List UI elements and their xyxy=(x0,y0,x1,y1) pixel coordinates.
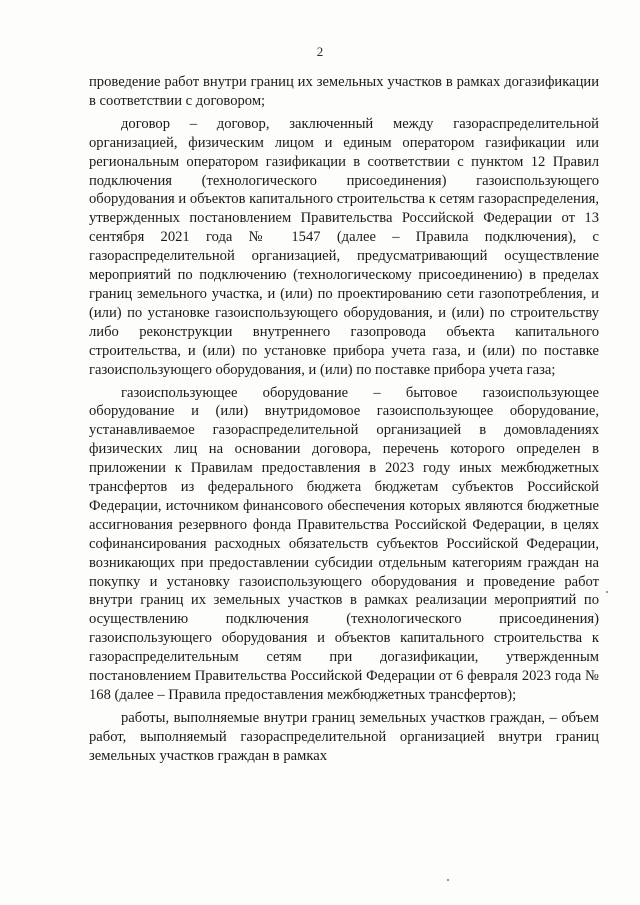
paragraph-definition-contract: договор – договор, заключенный между газораспределительной организацией, физическим лицом и единым оператором газификации или региональным оператором газификации в соответствии с пунктом 12 Правил подключения (технологического присоединения) газоиспользующего оборудования и объектов капитального строительства к сетям газораспределения, утвержденных постановлением Правительства Российской Федерации от 13 сентября 2021 года № 1547 (далее – Правила подключения), с газораспределительной организацией, предусматривающий осуществление мероприятий по подключению (технологическому присоединению) в пределах границ земельного участка, и (или) по проектированию сети газопотребления, и (или) по установке газоиспользующего оборудования, и (или) по строительству либо реконструкции внутреннего газопровода объекта капитального строительства, и (или) по установке прибора учета газа, и (или) по поставке газоиспользующего оборудования, и (или) по поставке прибора учета газа; xyxy=(89,115,599,378)
paragraph-definition-equipment: газоиспользующее оборудование – бытовое газоиспользующее оборудование и (или) внутридомовое газоиспользующее оборудование, устанавливаемое газораспределительной организацией в домовладениях физических лиц на основании договора, перечень которого определен в приложении к Правилам предоставления в 2023 году иных межбюджетных трансфертов из федерального бюджета бюджетам субъектов Российской Федерации, источником финансового обеспечения которых являются бюджетные ассигнования резервного фонда Правительства Российской Федерации, в целях софинансирования расходных обязательств субъектов Российской Федерации, возникающих при предоставлении субсидии отдельным категориям граждан на покупку и установку газоиспользующего оборудования и проведение работ внутри границ их земельных участков в рамках реализации мероприятий по осуществлению подключения (технологического присоединения) газоиспользующего оборудования и объектов капитального строительства к газораспределительным сетям при догазификации, утвержденным постановлением Правительства Российской Федерации от 6 февраля 2023 года № 168 (далее – Правила предоставления межбюджетных трансфертов); xyxy=(89,384,599,703)
document-body xyxy=(89,73,599,766)
paragraph-definition-works: работы, выполняемые внутри границ земельных участков граждан, – объем работ, выполняемый газораспределительной организацией внутри границ земельных участков граждан в рамках xyxy=(89,709,599,764)
paragraph-continuation: проведение работ внутри границ их земельных участков в рамках догазификации в соответствии с договором; xyxy=(89,74,599,109)
page-number: 2 xyxy=(316,44,324,59)
scan-speck xyxy=(447,879,449,881)
scan-speck xyxy=(606,591,608,593)
